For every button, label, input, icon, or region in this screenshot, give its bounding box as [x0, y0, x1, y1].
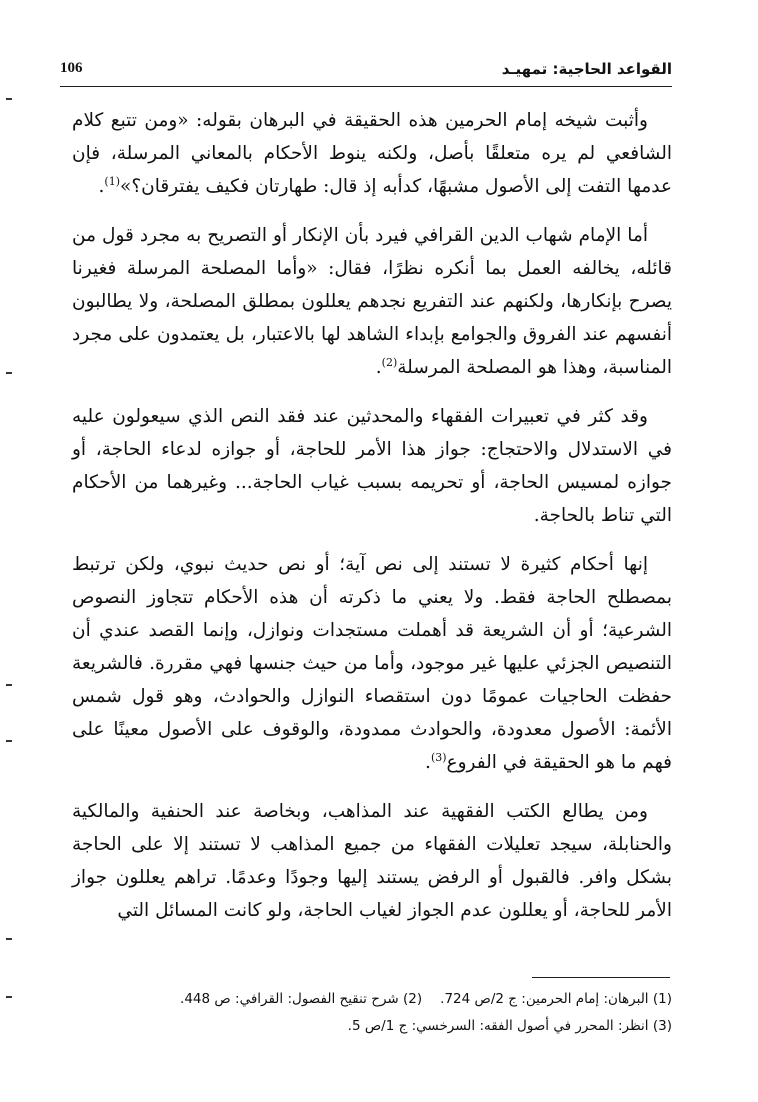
paragraph-text: أما الإمام شهاب الدين القرافي فيرد بأن الإنكار أو التصريح به مجرد قول من قائله، يخالفه العمل بما أنكره نظرًا، فقال: «وأما المصلحة المرسلة فغيرنا يصرح بإنكارها، ولكنهم عند التفريع نجدهم يعللون بمطلق المصلحة، ولا يطالبون أنفسهم عند الفروق والجوامع بإبداء الشاهد لها بالاعتبار، بل يعتمدون على مجرد المناسبة، وهذا هو المصلحة المرسلة — [72, 225, 672, 378]
margin-mark — [6, 996, 12, 998]
paragraph-2 — [72, 219, 672, 384]
footnote-line-1 — [72, 986, 672, 1013]
paragraph-1 — [72, 104, 672, 203]
paragraph-text: ومن يطالع الكتب الفقهية عند المذاهب، وبخاصة عند الحنفية والمالكية والحنابلة، سيجد تعليلات الفقهاء من جميع المذاهب لا تستند إلا على الحاجة بشكل وافر. فالقبول أو الرفض يستند إليها وجودًا وعدمًا. تراهم يعللون جواز الأمر للحاجة، أو يعللون عدم الجواز لغياب الحاجة، ولو كانت المسائل التي — [72, 801, 672, 921]
paragraph-3 — [72, 400, 672, 532]
footnote-ref-2: (2) — [381, 355, 398, 369]
page-header — [60, 58, 672, 87]
body-text — [72, 104, 672, 943]
footnote-ref-3: (3) — [430, 750, 447, 764]
margin-mark — [6, 938, 12, 940]
paragraph-5 — [72, 795, 672, 927]
margin-mark — [6, 684, 12, 686]
paragraph-text: إنها أحكام كثيرة لا تستند إلى نص آية؛ أو نص حديث نبوي، ولكن ترتبط بمصطلح الحاجة فقط. ولا يعني ما ذكرته أن هذه الأحكام تتجاوز النصوص الشرعية؛ أو أن الشريعة قد أهملت مستجدات ونوازل، وإنما القصد عندي أن التنصيص الجزئي عليها غير موجود، وأما من حيث جنسها فهي مقررة. فالشريعة حفظت الحاجيات عمومًا دون استقصاء النوازل والحوادث، وهو قول شمس الأئمة: الأصول معدودة، والحوادث ممدودة، والوقوف على الأصول معينًا على فهم ما هو الحقيقة في الفروع — [72, 554, 672, 773]
margin-mark — [6, 740, 12, 742]
margin-mark — [6, 372, 12, 374]
footnotes — [72, 986, 672, 1040]
footnote-ref-1: (1) — [104, 174, 121, 188]
paragraph-tail: . — [98, 176, 105, 197]
footnote-3: (3) انظر: المحرر في أصول الفقه: السرخسي: ج 1/ص 5. — [347, 1018, 672, 1034]
paragraph-4 — [72, 548, 672, 779]
footnote-line-2 — [72, 1013, 672, 1040]
paragraph-tail: . — [375, 357, 382, 378]
page-number: 106 — [60, 60, 83, 76]
margin-mark — [6, 98, 12, 100]
footnote-1: (1) البرهان: إمام الحرمين: ج 2/ص 724. — [440, 991, 672, 1007]
footnote-2: (2) شرح تنقيح الفصول: القرافي: ص 448. — [180, 991, 423, 1007]
footnote-divider — [532, 977, 670, 978]
paragraph-text: وأثبت شيخه إمام الحرمين هذه الحقيقة في البرهان بقوله: «ومن تتبع كلام الشافعي لم يره متعلقًا بأصل، ولكنه ينوط الأحكام بالمعاني المرسلة، فإن عدمها التفت إلى الأصول مشبهًا، كدأبه إذ قال: طهارتان فكيف يفترقان؟» — [72, 110, 672, 197]
running-title: القواعد الحاجية: تمهيـد — [501, 60, 672, 78]
paragraph-tail: . — [425, 752, 431, 773]
paragraph-text: وقد كثر في تعبيرات الفقهاء والمحدثين عند فقد النص الذي سيعولون عليه في الاستدلال والاحتجاج: جواز هذا الأمر للحاجة، أو جوازه لدعاء الحاجة، أو جوازه لمسيس الحاجة، أو تحريمه بسبب غياب الحاجة... وغيرهما من الأحكام التي تناط بالحاجة. — [72, 406, 672, 526]
